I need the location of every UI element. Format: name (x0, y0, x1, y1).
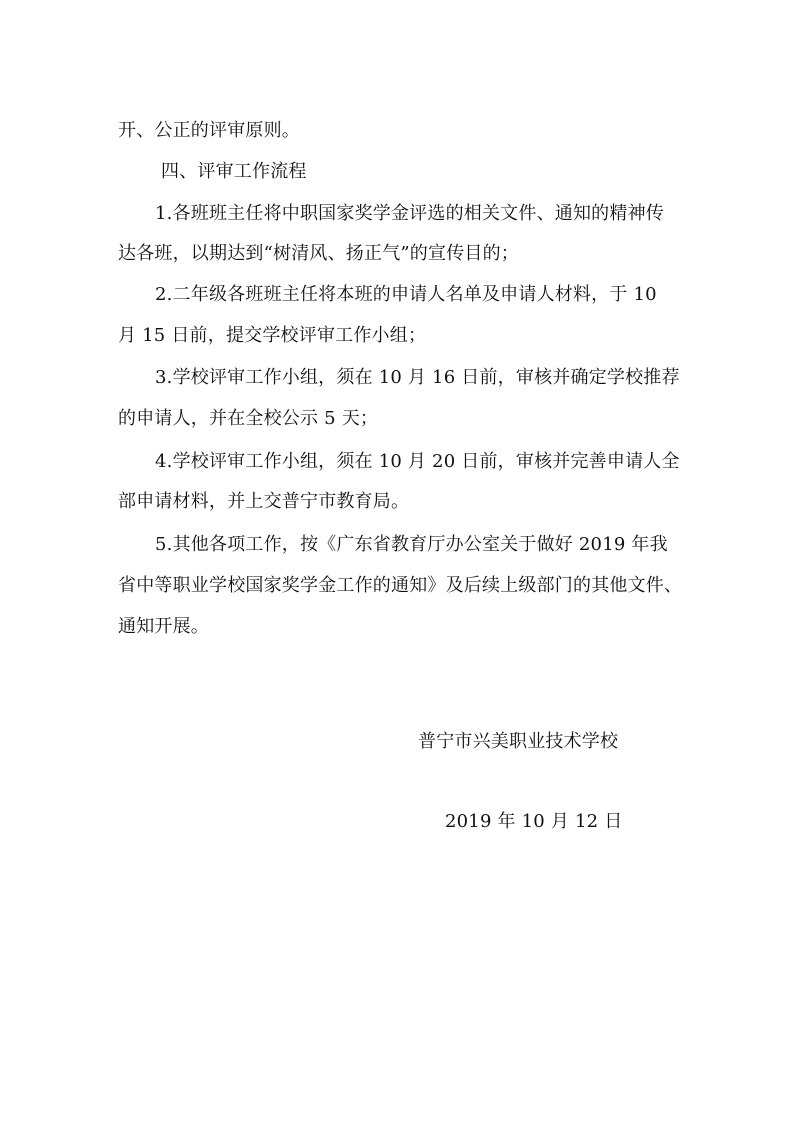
text-line-item-5-cont: 省中等职业学校国家奖学金工作的通知》及后续上级部门的其他文件、 (118, 575, 683, 596)
text-line-item-3-cont: 的申请人，并在全校公示 5 天； (118, 408, 379, 429)
text-line-item-4: 4.学校评审工作小组，须在 10 月 20 日前，审核并完善申请人全 (155, 451, 680, 472)
text-line-item-2-cont: 月 15 日前，提交学校评审工作小组； (118, 325, 427, 346)
text-line-item-3: 3.学校评审工作小组，须在 10 月 16 日前，审核并确定学校推荐 (155, 367, 680, 388)
text-line-item-5-end: 通知开展。 (118, 616, 209, 637)
text-line-item-2: 2.二年级各班班主任将本班的申请人名单及申请人材料，于 10 (155, 284, 657, 305)
section-heading: 四、评审工作流程 (161, 161, 307, 182)
text-line-item-5: 5.其他各项工作，按《广东省教育厅办公室关于做好 2019 年我 (155, 534, 668, 555)
text-line-1: 开、公正的评审原则。 (118, 120, 300, 141)
text-line-item-4-cont: 部申请材料，并上交普宁市教育局。 (118, 491, 410, 512)
signature-school: 普宁市兴美职业技术学校 (418, 731, 619, 752)
text-line-item-1-cont: 达各班，以期达到“树清风、扬正气”的宣传目的； (118, 243, 520, 264)
signature-date: 2019 年 10 月 12 日 (445, 811, 623, 832)
text-line-item-1: 1.各班班主任将中职国家奖学金评选的相关文件、通知的精神传 (155, 203, 664, 224)
